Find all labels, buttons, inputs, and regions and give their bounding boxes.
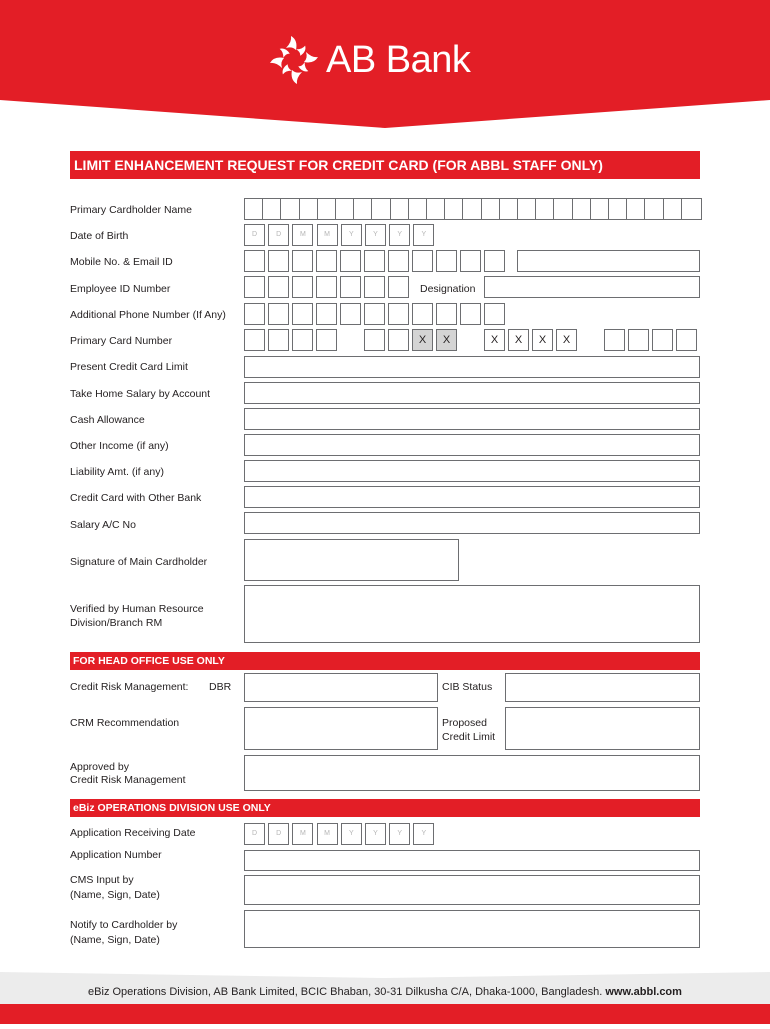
card-digit-cell[interactable]	[268, 329, 289, 351]
cash-allowance-label: Cash Allowance	[70, 414, 145, 426]
employee-id-cell[interactable]	[340, 276, 361, 298]
cms-label-line1: CMS Input by	[70, 874, 134, 886]
additional-phone-cell[interactable]	[340, 303, 361, 325]
receiving-date-cell[interactable]: D	[268, 823, 289, 845]
additional-phone-cell[interactable]	[244, 303, 265, 325]
crm-recommendation-label: CRM Recommendation	[70, 717, 180, 729]
approved-label-line2: Credit Risk Management	[70, 774, 186, 786]
mobile-digit-cell[interactable]	[340, 250, 361, 272]
mobile-digit-cell[interactable]	[364, 250, 385, 272]
application-number-field[interactable]	[244, 850, 700, 871]
dob-digit-cell[interactable]: D	[268, 224, 289, 246]
additional-phone-cell[interactable]	[292, 303, 313, 325]
card-masked-cell[interactable]: X	[484, 329, 505, 351]
form-title: LIMIT ENHANCEMENT REQUEST FOR CREDIT CARD (FOR ABBL STAFF ONLY)	[70, 151, 700, 179]
mobile-digit-cell[interactable]	[388, 250, 409, 272]
present-limit-field[interactable]	[244, 356, 700, 378]
employee-id-cell[interactable]	[244, 276, 265, 298]
signature-label: Signature of Main Cardholder	[70, 556, 208, 568]
dbr-label: DBR	[209, 681, 232, 693]
brand-name: AB Bank	[326, 38, 471, 81]
dob-digit-cell[interactable]: M	[317, 224, 338, 246]
card-digit-cell[interactable]	[676, 329, 697, 351]
employee-id-cell[interactable]	[316, 276, 337, 298]
footer-shape	[0, 972, 770, 1024]
receiving-date-label: Application Receiving Date	[70, 827, 196, 839]
application-number-label: Application Number	[70, 849, 162, 861]
additional-phone-cell[interactable]	[316, 303, 337, 325]
liability-amt-field[interactable]	[244, 460, 700, 482]
credit-card-other-bank-label: Credit Card with Other Bank	[70, 492, 202, 504]
ab-bank-emblem-icon	[268, 34, 320, 86]
dob-digit-cell[interactable]: D	[244, 224, 265, 246]
dob-digit-cell[interactable]: Y	[413, 224, 434, 246]
approved-label-line1: Approved by	[70, 761, 129, 773]
card-digit-cell[interactable]	[652, 329, 673, 351]
take-home-salary-field[interactable]	[244, 382, 700, 404]
dob-digit-cell[interactable]: Y	[365, 224, 386, 246]
card-digit-cell[interactable]	[292, 329, 313, 351]
mobile-digit-cell[interactable]	[244, 250, 265, 272]
cib-status-field[interactable]	[505, 673, 700, 702]
take-home-salary-label: Take Home Salary by Account	[70, 388, 211, 400]
receiving-date-cell[interactable]: Y	[341, 823, 362, 845]
verified-label-line1: Verified by Human Resource	[70, 603, 204, 615]
card-digit-cell[interactable]	[388, 329, 409, 351]
employee-id-cell[interactable]	[268, 276, 289, 298]
footer-address-text: eBiz Operations Division, AB Bank Limited, BCIC Bhaban, 30-31 Dilkusha C/A, Dhaka-1000, Bangladesh.	[88, 986, 606, 998]
mobile-digit-cell[interactable]	[412, 250, 433, 272]
verified-label-line2: Division/Branch RM	[70, 617, 163, 629]
proposed-label-line1: Proposed	[442, 717, 487, 729]
cms-input-field[interactable]	[244, 875, 700, 905]
mobile-digit-cell[interactable]	[436, 250, 457, 272]
salary-ac-field[interactable]	[244, 512, 700, 534]
designation-field[interactable]	[484, 276, 700, 298]
primary-card-number-label: Primary Card Number	[70, 335, 173, 347]
receiving-date-cell[interactable]: Y	[365, 823, 386, 845]
primary-cardholder-name-label: Primary Cardholder Name	[70, 204, 192, 216]
other-income-field[interactable]	[244, 434, 700, 456]
signature-field[interactable]	[244, 539, 459, 581]
verified-field[interactable]	[244, 585, 700, 643]
card-masked-cell[interactable]: X	[556, 329, 577, 351]
card-digit-cell[interactable]	[364, 329, 385, 351]
salary-ac-label: Salary A/C No	[70, 519, 136, 531]
proposed-label-line2: Credit Limit	[442, 731, 496, 743]
dob-digit-cell[interactable]: Y	[341, 224, 362, 246]
ebiz-section-title: eBiz OPERATIONS DIVISION USE ONLY	[70, 799, 700, 817]
employee-id-cell[interactable]	[292, 276, 313, 298]
footer-address	[0, 986, 770, 998]
mobile-digit-cell[interactable]	[316, 250, 337, 272]
mobile-email-label: Mobile No. & Email ID	[70, 256, 173, 268]
other-income-label: Other Income (if any)	[70, 440, 169, 452]
additional-phone-cell[interactable]	[388, 303, 409, 325]
dob-digit-cell[interactable]: M	[292, 224, 313, 246]
cms-label-line2: (Name, Sign, Date)	[70, 889, 160, 901]
name-char-cell[interactable]	[681, 198, 702, 220]
additional-phone-cell[interactable]	[364, 303, 385, 325]
employee-id-label: Employee ID Number	[70, 283, 171, 295]
present-limit-label: Present Credit Card Limit	[70, 361, 188, 373]
mobile-digit-cell[interactable]	[484, 250, 505, 272]
date-of-birth-label: Date of Birth	[70, 230, 129, 242]
card-masked-cell[interactable]: X	[436, 329, 457, 351]
additional-phone-cell[interactable]	[436, 303, 457, 325]
notify-field[interactable]	[244, 910, 700, 948]
receiving-date-cell[interactable]: Y	[413, 823, 434, 845]
approved-field[interactable]	[244, 755, 700, 791]
employee-id-cell[interactable]	[388, 276, 409, 298]
dob-digit-cell[interactable]: Y	[389, 224, 410, 246]
card-masked-cell[interactable]: X	[508, 329, 529, 351]
email-field[interactable]	[517, 250, 700, 272]
card-digit-cell[interactable]	[316, 329, 337, 351]
mobile-digit-cell[interactable]	[268, 250, 289, 272]
card-masked-cell[interactable]: X	[532, 329, 553, 351]
proposed-limit-field[interactable]	[505, 707, 700, 750]
additional-phone-cell[interactable]	[484, 303, 505, 325]
card-digit-cell[interactable]	[244, 329, 265, 351]
credit-card-other-bank-field[interactable]	[244, 486, 700, 508]
crm-recommendation-field[interactable]	[244, 707, 438, 750]
cash-allowance-field[interactable]	[244, 408, 700, 430]
dbr-field[interactable]	[244, 673, 438, 702]
additional-phone-cell[interactable]	[460, 303, 481, 325]
liability-amt-label: Liability Amt. (if any)	[70, 466, 164, 478]
card-masked-cell[interactable]: X	[412, 329, 433, 351]
notify-label-line1: Notify to Cardholder by	[70, 919, 178, 931]
credit-risk-label: Credit Risk Management:	[70, 681, 189, 693]
receiving-date-cell[interactable]: D	[244, 823, 265, 845]
head-office-section-title: FOR HEAD OFFICE USE ONLY	[70, 652, 700, 670]
additional-phone-cell[interactable]	[268, 303, 289, 325]
designation-label: Designation	[420, 283, 476, 295]
notify-label-line2: (Name, Sign, Date)	[70, 934, 160, 946]
card-digit-cell[interactable]	[604, 329, 625, 351]
employee-id-cell[interactable]	[364, 276, 385, 298]
additional-phone-label: Additional Phone Number (If Any)	[70, 309, 226, 321]
mobile-digit-cell[interactable]	[292, 250, 313, 272]
receiving-date-cell[interactable]: M	[317, 823, 338, 845]
card-digit-cell[interactable]	[628, 329, 649, 351]
additional-phone-cell[interactable]	[412, 303, 433, 325]
footer-website-link[interactable]: www.abbl.com	[605, 986, 682, 998]
footer-banner	[0, 972, 770, 1024]
receiving-date-cell[interactable]: M	[292, 823, 313, 845]
receiving-date-cell[interactable]: Y	[389, 823, 410, 845]
mobile-digit-cell[interactable]	[460, 250, 481, 272]
ab-bank-logo	[268, 34, 470, 86]
cib-status-label: CIB Status	[442, 681, 493, 693]
